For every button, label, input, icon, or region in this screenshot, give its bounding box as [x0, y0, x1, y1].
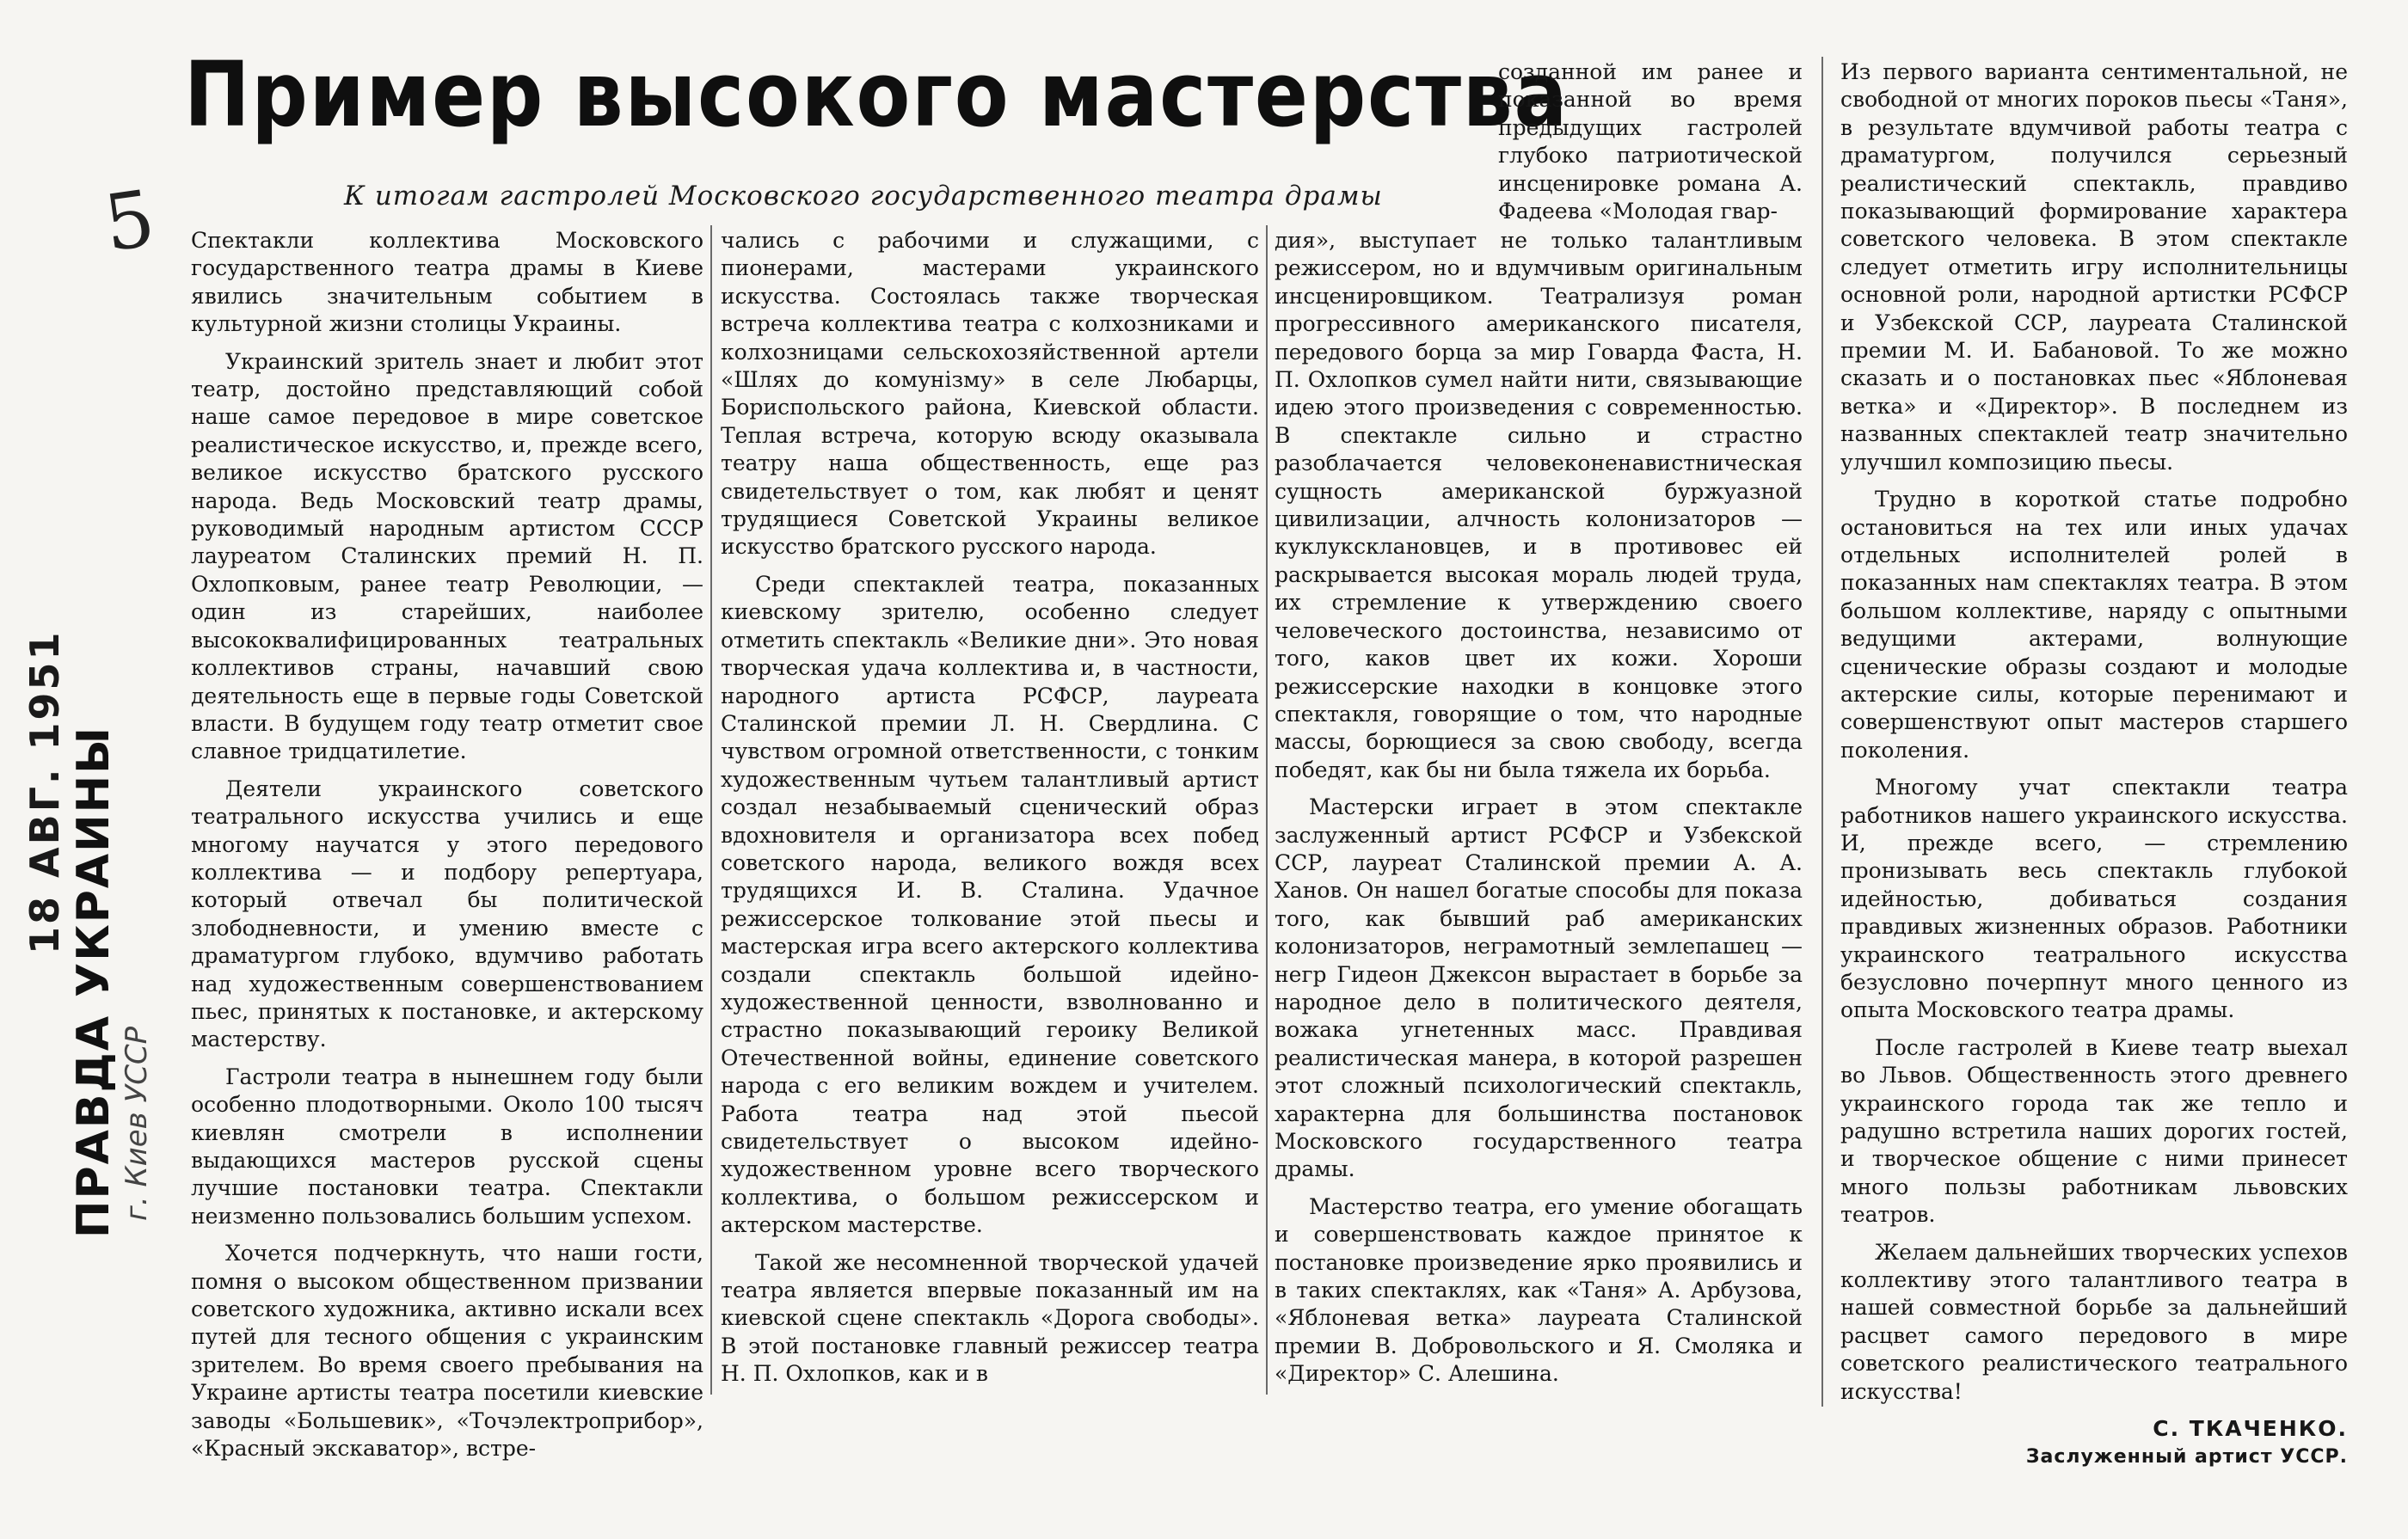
page-number-mark: 5 [98, 173, 161, 270]
article-paragraph: После гастролей в Киеве театр выехал во Львов. Общественность этого древнего украинского города так же тепло и радушно встретила наших дорогих гостей, и творческое общение с ними принесет много пользы работникам львовских театров. [1840, 1034, 2348, 1228]
column-divider [710, 225, 712, 1395]
article-paragraph: Трудно в короткой статье подробно остановиться на тех или иных удачах отдельных исполнителей ролей в показанных нам спектаклях театра. В этом большом коллективе, наряду с опытными ведущими актерами, волнующие сценические образы создают и молодые актерские силы, которые перенимают и совершенствуют опыт мастеров старшего поколения. [1840, 487, 2348, 763]
article-column-1 [191, 227, 703, 1462]
article-column-3 [1275, 227, 1803, 1405]
article-paragraph: Гастроли театра в нынешнем году были особенно плодотворными. Около 100 тысяч киевлян смотрели в исполнении выдающихся мастеров русской сцены лучшие постановки театра. Спектакли неизменно пользовались большим успехом. [191, 1064, 703, 1229]
article-column-5 [1840, 58, 2348, 1468]
column-divider [1266, 225, 1268, 1395]
article-paragraph: Деятели украинского советского театрального искусства учились и еще многому научатся у этого передового коллектива — и подбору репертуара, который отвечал бы политической злободневности, и умению вместе с драматургом глубоко, вдумчиво работать над художественным совершенствованием пьес, принятых к постановке, и актерскому мастерству. [191, 776, 703, 1052]
article-paragraph: Среди спектаклей театра, показанных киевскому зрителю, особенно следует отметить спектакль «Великие дни». Это новая творческая удача коллектива и, в частности, народного артиста РСФСР, лауреата Сталинской премии Л. Н. Свердлина. С чувством огромной ответственности, с тонким художественным чутьем талантливый артист создал незабываемый сценический образ вдохновителя и организатора всех побед советского народа, великого вождя всех трудящихся И. В. Сталина. Удачное режиссерское толкование этой пьесы и мастерская игра всего актерского коллектива создали спектакль большой идейно-художественной ценности, взволнованно и страстно показывающий героику Великой Отечественной войны, единение советского народа с его великим вождем и учителем. Работа театра над этой пьесой свидетельствует о высоком идейно-художественном уровне всего творческого коллектива, о большом режиссерском и актерском мастерстве. [721, 571, 1259, 1238]
author-title: Заслуженный артист УССР. [2025, 1445, 2348, 1468]
article-title: Пример высокого мастерства [184, 42, 1570, 147]
article-column-4 [1498, 58, 1803, 225]
article-paragraph: Такой же несомненной творческой удачей театра является впервые показанный им на киевской сцене спектакль «Дорога свободы». В этой постановке главный режиссер театра Н. П. Охлопков, как и в [721, 1249, 1259, 1387]
article-paragraph: дия», выступает не только талантливым режиссером, но и вдумчивым оригинальным инсценировщиком. Театрализуя роман прогрессивного американского писателя, передового борца за мир Говарда Фаста, Н. П. Охлопков сумел найти нити, связывающие идею этого произведения с современностью. В спектакле сильно и страстно разоблачается человеконенавистническая сущность американской буржуазной цивилизации, алчность колонизаторов — куклуксклановцев, и в противовес ей раскрывается высокая мораль людей труда, их стремление к утверждению своего человеческого достоинства, независимо от того, каков цвет их кожи. Хороши режиссерские находки в концовке этого спектакля, говорящие о том, что народные массы, борющиеся за свою свободу, всегда победят, как бы ни была тяжела их борьба. [1275, 228, 1803, 782]
stamp-newspaper-name: ПРАВДА УКРАИНЫ [68, 725, 120, 1238]
article-column-2 [721, 227, 1259, 1405]
article-paragraph: Спектакли коллектива Московского государственного театра драмы в Киеве явились значительным событием в культурной жизни столицы Украины. [191, 228, 703, 337]
article-paragraph: Мастерство театра, его умение обогащать и совершенствовать каждое принятое к постановке произведение ярко проявились и в таких спектаклях, как «Таня» А. Арбузова, «Яблоневая ветка» лауреата Сталинской премии В. Добровольского и Я. Смоляка и «Директор» С. Алешина. [1275, 1193, 1803, 1387]
article-subtitle: К итогам гастролей Московского государственного театра драмы [344, 181, 1383, 212]
article-paragraph: Желаем дальнейших творческих успехов коллективу этого талантливого театра в нашей совместной борьбе за дальнейший расцвет самого передового в мире советского реалистического театрального искусства! [1840, 1239, 2348, 1404]
stamp-place: г. Киев УССР [120, 1026, 154, 1221]
archive-stamp [22, 464, 154, 1238]
article-paragraph: созданной им ранее и показанной во время предыдущих гастролей глубоко патриотической инсценировке романа А. Фадеева «Молодая гвар- [1498, 59, 1803, 224]
stamp-date: 18 АВГ. 1951 [22, 629, 68, 954]
article-paragraph: Украинский зритель знает и любит этот театр, достойно представляющий собой наше самое передовое в мире советское реалистическое искусство, и, прежде всего, великое искусство братского русского народа. Ведь Московский театр драмы, руководимый народным артистом СССР лауреатом Сталинских премий Н. П. Охлопковым, ранее театр Революции, — один из старейших, наиболее высококвалифицированных театральных коллективов страны, начавший свою деятельность еще в первые годы Советской власти. В будущем году театр отметит свое славное тридцатилетие. [191, 348, 703, 764]
article-paragraph: чались с рабочими и служащими, с пионерами, мастерами украинского искусства. Состоялась также творческая встреча коллектива театра с колхозниками и колхозницами сельскохозяйственной артели «Шлях до комунізму» в селе Любарцы, Бориспольского района, Киевской области. Теплая встреча, которую всюду оказывала театру наша общественность, еще раз свидетельствует о том, как любят и ценят трудящиеся Советской Украины великое искусство братского русского народа. [721, 228, 1259, 560]
article-paragraph: Из первого варианта сентиментальной, не свободной от многих пороков пьесы «Таня», в результате вдумчивой работы театра с драматургом, получился серьезный реалистический спектакль, правдиво показывающий формирование характера советского человека. В этом спектакле следует отметить игру исполнительницы основной роли, народной артистки РСФСР и Узбекской ССР, лауреата Сталинской премии М. И. Бабановой. То же можно сказать и о постановках пьес «Яблоневая ветка» и «Директор». В последнем из названных спектаклей театр значительно улучшил композицию пьесы. [1840, 59, 2348, 475]
column-divider [1821, 57, 1823, 1407]
article-paragraph: Хочется подчеркнуть, что наши гости, помня о высоком общественном призвании советского художника, активно искали всех путей для тесного общения с украинским зрителем. Во время своего пребывания на Украине артисты театра посетили киевские заводы «Большевик», «Точэлектроприбор», «Красный экскаватор», встре- [191, 1241, 703, 1462]
article-paragraph: Мастерски играет в этом спектакле заслуженный артист РСФСР и Узбекской ССР, лауреат Сталинской премии А. А. Ханов. Он нашел богатые способы для показа того, как бывший раб американских колонизаторов, неграмотный землепашец — негр Гидеон Джексон вырастает в борьбе за народное дело в политического деятеля, вожака угнетенных масс. Правдивая реалистическая манера, в которой разрешен этот сложный психологический спектакль, характерна для большинства постановок Московского государственного театра драмы. [1275, 794, 1803, 1182]
author-name: С. ТКАЧЕНКО. [2153, 1416, 2348, 1442]
article-paragraph: Многому учат спектакли театра работников нашего украинского искусства. И, прежде всего, — стремлению пронизывать весь спектакль глубокой идейностью, добиваться создания правдивых жизненных образов. Работники украинского театрального искусства безусловно почерпнут много ценного из опыта Московского театра драмы. [1840, 775, 2348, 1023]
